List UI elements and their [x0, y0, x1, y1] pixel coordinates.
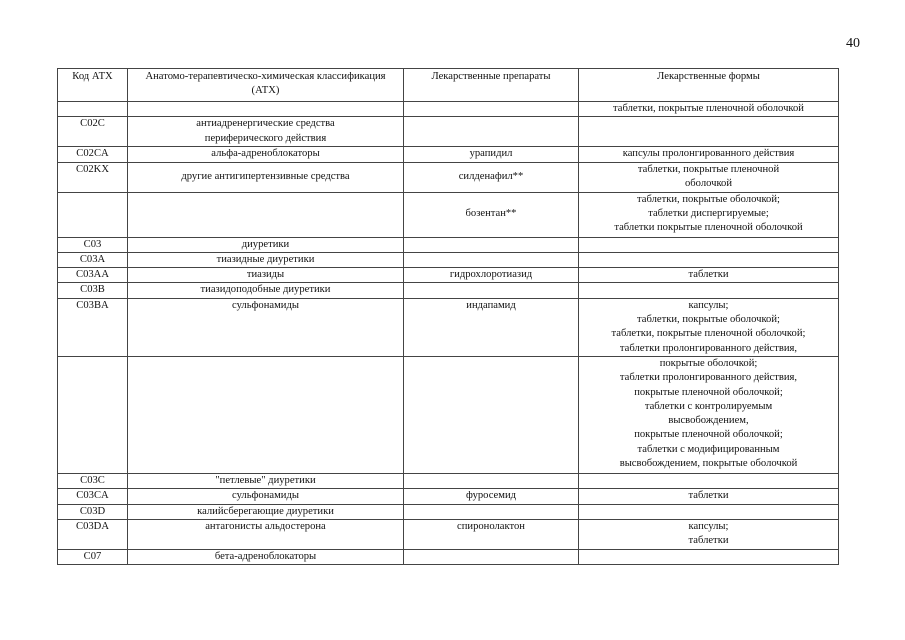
cell-classification	[128, 102, 404, 117]
cell-classification	[128, 356, 404, 473]
cell-code: C02C	[58, 117, 128, 147]
cell-form: таблетки	[579, 489, 839, 504]
table-row	[58, 356, 839, 473]
cell-code: C03	[58, 237, 128, 252]
cell-drug	[404, 102, 579, 117]
cell-code: C07	[58, 549, 128, 564]
cell-form: таблетки	[579, 268, 839, 283]
cell-drug: спиронолактон	[404, 519, 579, 549]
cell-classification: сульфонамиды	[128, 489, 404, 504]
cell-classification: диуретики	[128, 237, 404, 252]
cell-classification: сульфонамиды	[128, 298, 404, 356]
cell-form	[579, 504, 839, 519]
header-classification: Анатомо-терапевтическо-химическая классификация (АТХ)	[128, 69, 404, 102]
cell-form: капсулы; таблетки, покрытые оболочкой; таблетки, покрытые пленочной оболочкой; таблетки пролонгированного действия,	[579, 298, 839, 356]
cell-code: C03B	[58, 283, 128, 298]
cell-code: C02KX	[58, 162, 128, 192]
cell-code	[58, 356, 128, 473]
cell-code: C02CA	[58, 147, 128, 162]
cell-form: таблетки, покрытые пленочной оболочкой	[579, 102, 839, 117]
cell-code: C03A	[58, 252, 128, 267]
page-number: 40	[846, 36, 860, 51]
cell-drug: гидрохлоротиазид	[404, 268, 579, 283]
table-row	[58, 298, 839, 356]
table-row	[58, 489, 839, 504]
cell-classification: тиазиды	[128, 268, 404, 283]
header-forms: Лекарственные формы	[579, 69, 839, 102]
table-row	[58, 283, 839, 298]
cell-drug: силденафил**	[404, 162, 579, 192]
header-drugs: Лекарственные препараты	[404, 69, 579, 102]
cell-code: C03AA	[58, 268, 128, 283]
cell-drug	[404, 237, 579, 252]
header-code: Код АТХ	[58, 69, 128, 102]
cell-code: C03D	[58, 504, 128, 519]
cell-classification: альфа-адреноблокаторы	[128, 147, 404, 162]
cell-form	[579, 252, 839, 267]
cell-classification: калийсберегающие диуретики	[128, 504, 404, 519]
cell-code	[58, 192, 128, 237]
cell-code: C03CA	[58, 489, 128, 504]
cell-drug: урапидил	[404, 147, 579, 162]
cell-classification: "петлевые" диуретики	[128, 473, 404, 488]
cell-form	[579, 473, 839, 488]
cell-form: таблетки, покрытые пленочной оболочкой	[579, 162, 839, 192]
header-row	[58, 69, 839, 102]
cell-form: капсулы; таблетки	[579, 519, 839, 549]
cell-drug	[404, 283, 579, 298]
cell-classification: тиазидоподобные диуретики	[128, 283, 404, 298]
table-row	[58, 117, 839, 147]
cell-code	[58, 102, 128, 117]
cell-code: C03DA	[58, 519, 128, 549]
cell-classification	[128, 192, 404, 237]
cell-drug	[404, 473, 579, 488]
atx-table	[57, 68, 839, 565]
cell-drug: индапамид	[404, 298, 579, 356]
table-row	[58, 102, 839, 117]
table-row	[58, 147, 839, 162]
cell-drug: фуросемид	[404, 489, 579, 504]
cell-drug	[404, 356, 579, 473]
cell-classification: антиадренергические средства периферического действия	[128, 117, 404, 147]
cell-classification: бета-адреноблокаторы	[128, 549, 404, 564]
table-row	[58, 504, 839, 519]
cell-form	[579, 117, 839, 147]
cell-code: C03C	[58, 473, 128, 488]
cell-form	[579, 237, 839, 252]
cell-drug	[404, 549, 579, 564]
cell-drug	[404, 117, 579, 147]
table-row	[58, 519, 839, 549]
table-row	[58, 192, 839, 237]
cell-code: C03BA	[58, 298, 128, 356]
cell-form: покрытые оболочкой; таблетки пролонгированного действия, покрытые пленочной оболочкой; таблетки с контролируемым высвобождением, покрытые пленочной оболочкой; таблетки с модифицированным высвобождением, покрытые оболочкой	[579, 356, 839, 473]
table-row	[58, 252, 839, 267]
table-row	[58, 473, 839, 488]
cell-classification: антагонисты альдостерона	[128, 519, 404, 549]
table-row	[58, 162, 839, 192]
cell-form: капсулы пролонгированного действия	[579, 147, 839, 162]
cell-classification: другие антигипертензивные средства	[128, 162, 404, 192]
cell-form: таблетки, покрытые оболочкой; таблетки диспергируемые; таблетки покрытые пленочной оболочкой	[579, 192, 839, 237]
cell-classification: тиазидные диуретики	[128, 252, 404, 267]
table-row	[58, 268, 839, 283]
cell-form	[579, 549, 839, 564]
cell-drug: бозентан**	[404, 192, 579, 237]
table-row	[58, 237, 839, 252]
cell-form	[579, 283, 839, 298]
table-row	[58, 549, 839, 564]
cell-drug	[404, 252, 579, 267]
cell-drug	[404, 504, 579, 519]
